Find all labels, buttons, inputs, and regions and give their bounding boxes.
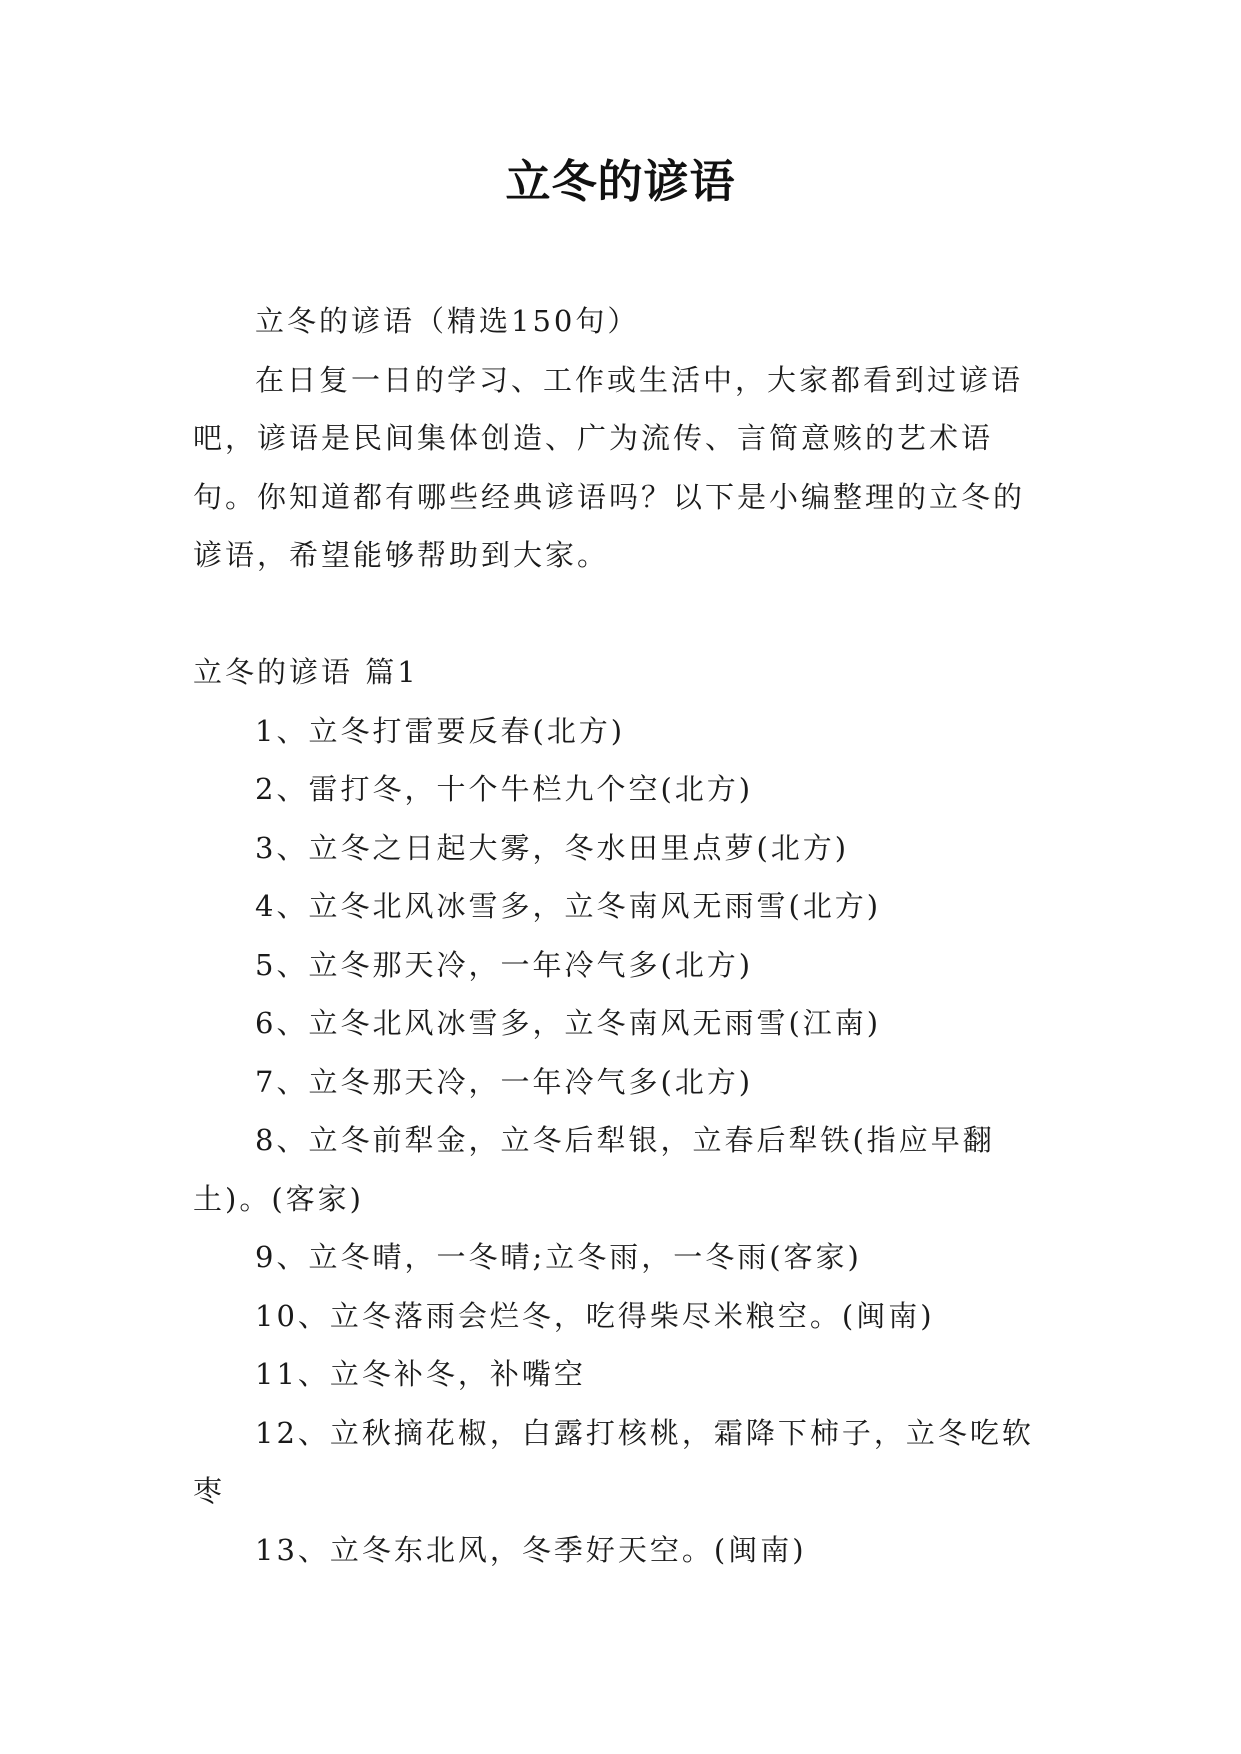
proverb-item-1: 1、立冬打雷要反春(北方) xyxy=(255,713,626,748)
proverb-item-3: 3、立冬之日起大雾，冬水田里点萝(北方) xyxy=(255,830,850,865)
proverb-item-4: 4、立冬北风冰雪多，立冬南风无雨雪(北方) xyxy=(255,889,882,923)
document-body xyxy=(193,292,1053,1579)
proverb-item-11: 11、立冬补冬，补嘴空 xyxy=(255,1357,586,1391)
document-title: 立冬的谚语 xyxy=(505,155,736,208)
proverb-item-8: 8、立冬前犁金，立冬后犁银，立春后犁铁(指应早翻土)。(客家) xyxy=(193,1123,995,1216)
intro-paragraph: 在日复一日的学习、工作或生活中，大家都看到过谚语吧，谚语是民间集体创造、广为流传、言简意赅的艺术语句。你知道都有哪些经典谚语吗？以下是小编整理的立冬的谚语，希望能够帮助到大家。 xyxy=(193,362,1026,572)
proverb-item-9: 9、立冬晴，一冬晴;立冬雨，一冬雨(客家) xyxy=(255,1240,862,1274)
proverb-item-10: 10、立冬落雨会烂冬，吃得柴尽米粮空。(闽南) xyxy=(255,1298,935,1333)
section-heading: 立冬的谚语 篇1 xyxy=(193,655,419,689)
proverb-item-2: 2、雷打冬，十个牛栏九个空(北方) xyxy=(255,772,754,806)
proverb-item-5: 5、立冬那天冷，一年冷气多(北方) xyxy=(255,947,754,982)
paragraph-spacer xyxy=(193,585,1053,644)
proverb-item-13: 13、立冬东北风，冬季好天空。(闽南) xyxy=(255,1532,807,1567)
proverb-item-7: 7、立冬那天冷，一年冷气多(北方) xyxy=(255,1064,754,1099)
subtitle-paragraph: 立冬的谚语（精选150句） xyxy=(255,304,640,338)
proverb-item-6: 6、立冬北风冰雪多，立冬南风无雨雪(江南) xyxy=(255,1006,882,1040)
proverb-item-12: 12、立秋摘花椒，白露打核桃，霜降下柿子，立冬吃软枣 xyxy=(193,1415,1034,1508)
